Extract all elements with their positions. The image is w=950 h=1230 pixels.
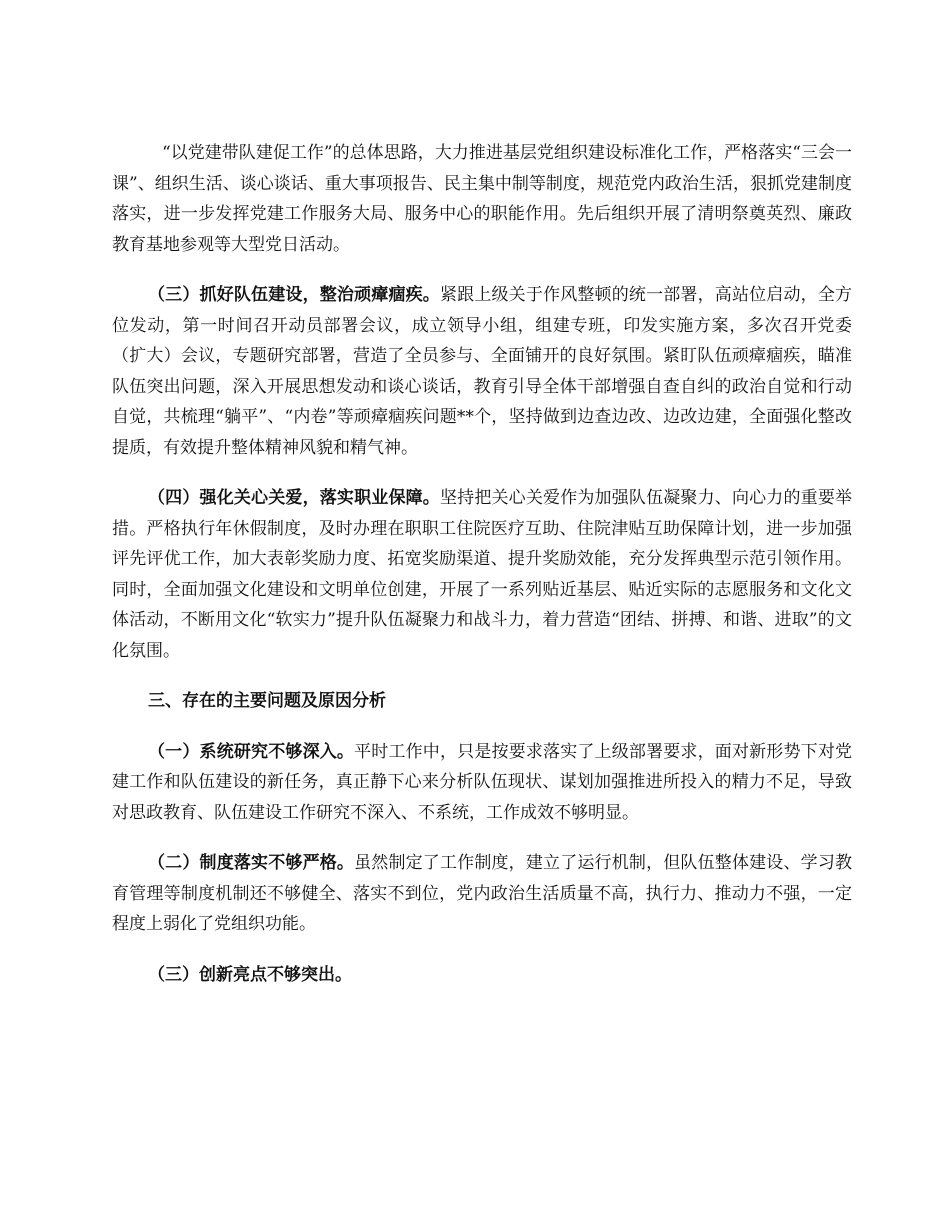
problem-innovation [112, 960, 852, 991]
paragraph-care [112, 483, 852, 666]
problem-lead: （三）创新亮点不够突出。 [148, 964, 352, 985]
paragraph-lead: （四）强化关心关爱，落实职业保障。 [148, 488, 440, 508]
document-page [112, 138, 852, 1010]
problem-system [112, 848, 852, 940]
paragraph-team-building [112, 280, 852, 463]
problem-body: 虽然制定了工作制度，建立了运行机制，但队伍整体建设、学习教育管理等制度机制还不够健全、落实不到位，党内政治生活质量不高，执行力、推动力不强，一定程度上弱化了党组织功能。 [112, 853, 853, 934]
problem-body: 平时工作中，只是按要求落实了上级部署要求，面对新形势下对党建工作和队伍建设的新任务，真正静下心来分析队伍现状、谋划加强推进所投入的精力不足，导致对思政教育、队伍建设工作研究不深入、不系统，工作成效不够明显。 [112, 741, 853, 823]
paragraph-party-building [112, 138, 852, 260]
paragraph-lead: （三）抓好队伍建设，整治顽瘴痼疾。 [148, 285, 440, 305]
section-heading: 三、存在的主要问题及原因分析 [148, 691, 386, 711]
problem-research [112, 737, 852, 829]
paragraph-body: 紧跟上级关于作风整顿的统一部署，高站位启动，全方位发动，第一时间召开动员部署会议，成立领导小组，组建专班，印发实施方案，多次召开党委（扩大）会议，专题研究部署，营造了全员参与、全面铺开的良好氛围。紧盯队伍顽瘴痼疾，瞄准队伍突出问题，深入开展思想发动和谈心谈话，教育引导全体干部增强自查自纠的政治自觉和行动自觉，共梳理“躺平”、“内卷”等顽瘴痼疾问题**个，坚持做到边查边改、边改边建，全面强化整改提质，有效提升整体精神风貌和精气神。 [112, 285, 853, 458]
paragraph-body: “以党建带队建促工作”的总体思路，大力推进基层党组织建设标准化工作，严格落实“三会一课”、组织生活、谈心谈话、重大事项报告、民主集中制等制度，规范党内政治生活，狠抓党建制度落实，进一步发挥党建工作服务大局、服务中心的职能作用。先后组织开展了清明祭奠英烈、廉政教育基地参观等大型党日活动。 [112, 143, 852, 255]
problem-lead: （二）制度落实不够严格。 [148, 853, 355, 873]
paragraph-body: 坚持把关心关爱作为加强队伍凝聚力、向心力的重要举措。严格执行年休假制度，及时办理在职职工住院医疗互助、住院津贴互助保障计划，进一步加强评先评优工作，加大表彰奖励力度、拓宽奖励渠道、提升奖励效能，充分发挥典型示范引领作用。同时，全面加强文化建设和文明单位创建，开展了一系列贴近基层、贴近实际的志愿服务和文化文体活动，不断用文化“软实力”提升队伍凝聚力和战斗力，着力营造“团结、拼搏、和谐、进取”的文化氛围。 [112, 488, 853, 661]
problem-lead: （一）系统研究不够深入。 [148, 741, 355, 762]
